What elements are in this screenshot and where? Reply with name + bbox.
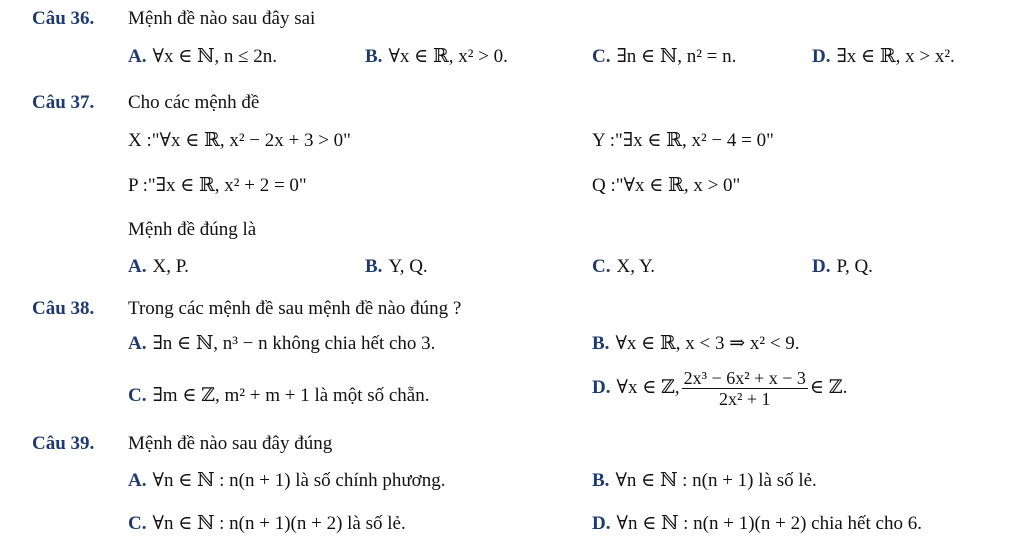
question-number: Câu 36. — [32, 8, 95, 29]
option-text: là số chính phương. — [295, 470, 446, 491]
statement-y: Y :"∃x ∈ ℝ, x² − 4 = 0" — [592, 130, 774, 151]
option-label: A. — [128, 470, 147, 491]
option-label: D. — [592, 513, 611, 534]
option-math: ∀x ∈ ℝ, x < 3 ⇒ x² < 9. — [615, 333, 800, 354]
option-text: là một số chẵn. — [314, 385, 430, 406]
option-a — [128, 470, 445, 492]
option-label: D. — [812, 46, 831, 67]
option-b — [592, 333, 800, 355]
option-math: ∃m ∈ ℤ, m² + m + 1 — [152, 385, 310, 406]
question-text: Trong các mệnh đề sau mệnh đề nào đúng ? — [128, 298, 462, 319]
fraction — [682, 368, 808, 409]
option-c — [128, 513, 406, 535]
question-number: Câu 37. — [32, 92, 95, 113]
option-text: X, Y. — [616, 256, 656, 277]
fraction-numerator: 2x³ − 6x² + x − 3 — [683, 368, 806, 389]
option-d — [592, 513, 922, 535]
option-label: C. — [128, 513, 147, 534]
option-text: chia hết cho 6. — [811, 513, 922, 534]
option-c — [128, 385, 429, 407]
option-math: ∀n ∈ ℕ : n(n + 1)(n + 2) — [152, 513, 343, 534]
option-label: B. — [365, 46, 383, 67]
question-text: Mệnh đề nào sau đây sai — [128, 8, 316, 29]
option-d — [812, 256, 873, 278]
option-b — [592, 470, 817, 492]
option-math-prefix: ∀x ∈ ℤ, — [616, 377, 680, 398]
option-math-suffix: ∈ ℤ. — [809, 377, 848, 398]
option-math: ∃n ∈ ℕ, n² = n. — [616, 46, 737, 67]
option-text: không chia hết cho 3. — [272, 333, 436, 354]
statement-x: X :"∀x ∈ ℝ, x² − 2x + 3 > 0" — [128, 130, 351, 151]
option-label: D. — [812, 256, 831, 277]
option-d — [592, 366, 847, 410]
option-text: là số lẻ. — [347, 513, 406, 534]
option-text: X, P. — [152, 256, 189, 277]
question-text: Mệnh đề nào sau đây đúng — [128, 433, 333, 454]
option-a — [128, 333, 435, 355]
statement-q: Q :"∀x ∈ ℝ, x > 0" — [592, 175, 741, 196]
question-number: Câu 39. — [32, 433, 95, 454]
option-math: ∀n ∈ ℕ : n(n + 1) — [615, 470, 754, 491]
option-b — [365, 256, 428, 278]
option-math: ∀n ∈ ℕ : n(n + 1)(n + 2) — [616, 513, 807, 534]
statement-p: P :"∃x ∈ ℝ, x² + 2 = 0" — [128, 175, 307, 196]
option-math: ∃x ∈ ℝ, x > x². — [836, 46, 955, 67]
option-math: ∃n ∈ ℕ, n³ − n — [152, 333, 268, 354]
option-text: P, Q. — [836, 256, 873, 277]
option-d — [812, 46, 955, 68]
question-text: Cho các mệnh đề — [128, 92, 260, 113]
option-label: A. — [128, 333, 147, 354]
option-b — [365, 46, 508, 68]
option-label: B. — [365, 256, 383, 277]
question-number: Câu 38. — [32, 298, 95, 319]
option-math: ∀n ∈ ℕ : n(n + 1) — [152, 470, 291, 491]
option-a — [128, 256, 189, 278]
option-label: C. — [592, 46, 611, 67]
option-a — [128, 46, 277, 68]
option-label: C. — [592, 256, 611, 277]
option-c — [592, 256, 655, 278]
option-text: Y, Q. — [388, 256, 428, 277]
option-label: A. — [128, 256, 147, 277]
option-c — [592, 46, 736, 68]
question-subtext: Mệnh đề đúng là — [128, 219, 257, 240]
option-math: ∀x ∈ ℕ, n ≤ 2n. — [152, 46, 278, 67]
option-label: C. — [128, 385, 147, 406]
option-label: B. — [592, 470, 610, 491]
option-label: D. — [592, 377, 611, 398]
option-math: ∀x ∈ ℝ, x² > 0. — [388, 46, 508, 67]
option-label: A. — [128, 46, 147, 67]
option-label: B. — [592, 333, 610, 354]
fraction-denominator: 2x² + 1 — [718, 389, 771, 410]
option-text: là số lẻ. — [758, 470, 817, 491]
